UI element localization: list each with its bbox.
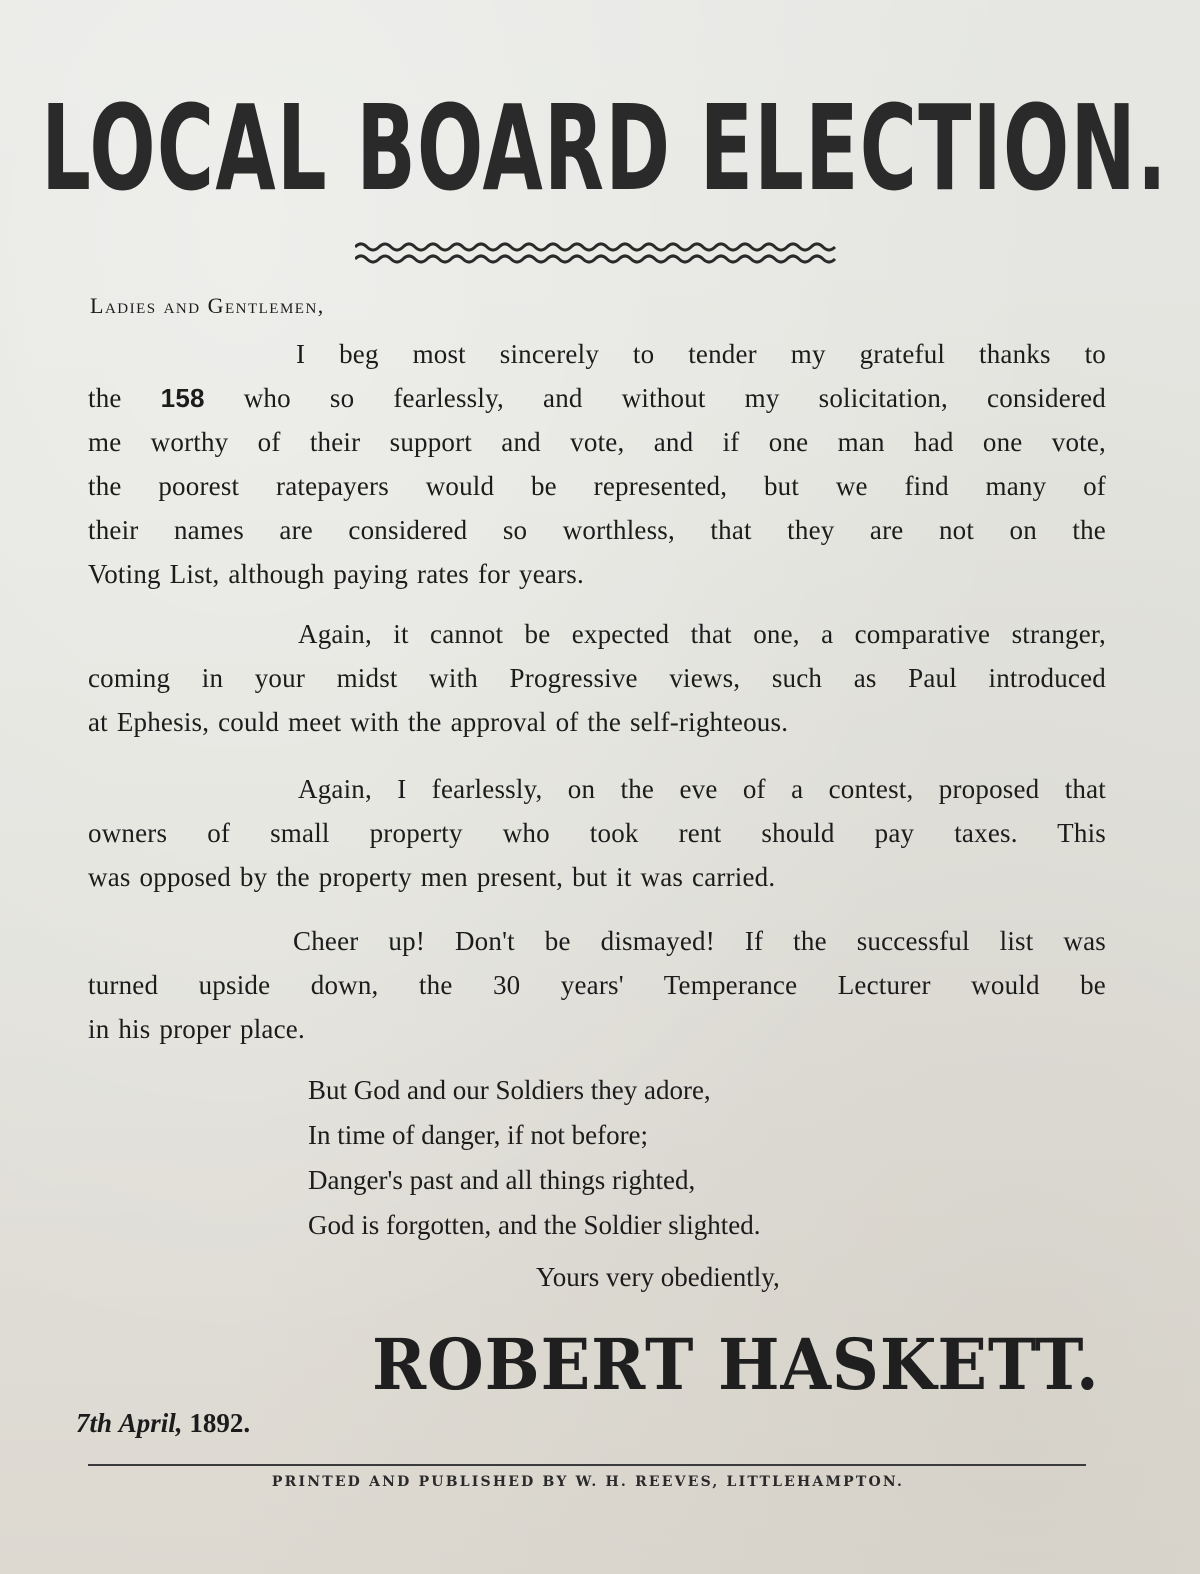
headline [41,79,1169,217]
paragraph-line: was opposed by the property men present, but it was carried. [88,862,776,892]
paragraph-line: Again, I fearlessly, on the eve of a contest, proposed that [298,774,1106,804]
signature [372,1323,1112,1406]
signature-name: ROBERT HASKETT. [372,1323,1100,1406]
paragraph-line: their names are considered so worthless, that they are not on the [88,515,1106,545]
headline-text: LOCAL BOARD ELECTION. [41,79,1169,217]
printer-imprint: PRINTED AND PUBLISHED BY W. H. REEVES, LITTLEHAMPTON. [271,1474,905,1490]
paragraph-line: the poorest ratepayers would be represented, but we find many of [88,471,1106,501]
verse-line: Danger's past and all things righted, [308,1165,696,1195]
paragraph-line: I beg most sincerely to tender my grateful thanks to [296,339,1106,369]
paragraph-cheer-up [88,919,1106,1051]
footer-rule [88,1464,1086,1466]
paragraph-line: Voting List, although paying rates for years. [88,559,584,589]
paragraph-line: at Ephesis, could meet with the approval of the self-righteous. [88,707,789,737]
paragraph-line: me worthy of their support and vote, and if one man had one vote, [88,427,1106,457]
paragraph-line: in his proper place. [88,1014,305,1044]
verse-line: But God and our Soldiers they adore, [308,1075,711,1105]
wavy-divider-icon [355,240,837,266]
closing: Yours very obediently, [536,1262,780,1292]
paragraph-stranger [88,612,1106,744]
paragraph-line: Again, it cannot be expected that one, a comparative stranger, [298,619,1106,649]
verse-line: In time of danger, if not before; [308,1120,649,1150]
vote-count: 158 [160,383,205,413]
paragraph-line: turned upside down, the 30 years' Temperance Lecturer would be [88,970,1106,1000]
paragraph-line: coming in your midst with Progressive views, such as Paul introduced [88,663,1106,693]
verse [308,1068,760,1248]
paragraph-taxes [88,767,1106,899]
paragraph-line: owners of small property who took rent should pay taxes. This [88,818,1106,848]
paragraph-line: Cheer up! Don't be dismayed! If the successful list was [293,926,1106,956]
salutation: Ladies and Gentlemen, [90,293,325,318]
paragraph-thanks [88,332,1106,596]
date: 7th April, 1892. [76,1408,251,1438]
paragraph-line: the 158 who so fearlessly, and without my solicitation, considered [88,383,1106,413]
verse-line: God is forgotten, and the Soldier slighted. [308,1210,761,1240]
